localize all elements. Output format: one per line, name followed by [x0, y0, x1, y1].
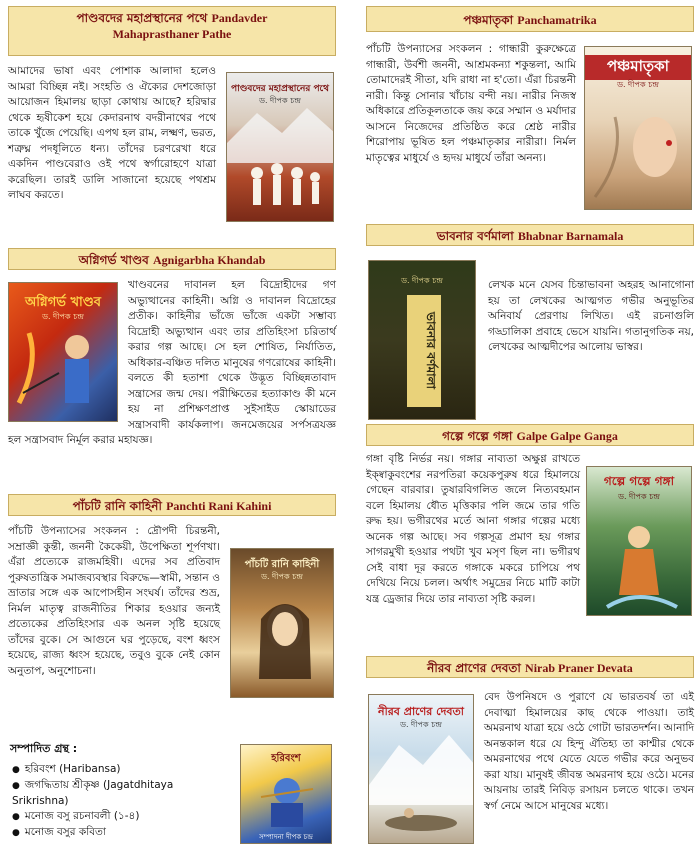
cover-illustration — [227, 73, 334, 222]
title-bengali: পাণ্ডবদের মহাপ্রস্থানের পথে — [76, 11, 208, 25]
book-cover — [368, 260, 476, 420]
list-item: ● জগদ্ধিতায় শ্রীকৃষ্ণ (Jagatdhitaya Srikrishna) — [12, 778, 226, 809]
section-panchti-rani — [8, 494, 336, 677]
list-item: ● মনোজ বসুর কবিতা — [12, 825, 226, 841]
section-nirab-praner — [366, 656, 694, 812]
cover-author: ড. দীপক চন্দ্র — [42, 312, 84, 321]
cover-illustration — [587, 467, 692, 616]
section-text: খাণ্ডবনের দাবানল হল বিদ্রোহীদের গণ অভ্যুত্থানের কাহিনী। অগ্নি ও দাবানল বিদ্রোহের প্রতীক। কাহিনীর ভাঁজে ভাঁজে একটা সম্ভাব্য বিদ্রোহী অভ্যুত্থান এবং তার প্রতিহিংসা চরিতার্থ করার গল্প আছে। সে হল শোষিত, নির্যাতিত, অধিকার-বঞ্চিত দলিত মানুষের গণরোষের কাহিনী। বলতে কী হতাশা থেকে উদ্ভূত বিচ্ছিন্নতাবাদ সন্ত্রাসের জন্ম দেয়। পরীক্ষিতের হত্যাকাণ্ড কী মনে হয় না প্রশিক্ষণপ্রাপ্ত সুইসাইড স্কোয়াডের সন্ত্রাসবাদী কার্যকলাপ। জনমেজয়ের সর্পসত্রযজ্ঞ হল সন্ত্রাসবাদ নির্মূল করার মহাযজ্ঞ। — [8, 279, 336, 446]
title-bengali: পাঁচটি রানি কাহিনী — [72, 499, 162, 513]
list-item: ● মনোজ বসু রচনাবলী (১-৪) — [12, 809, 226, 825]
title-english: Galpe Galpe Ganga — [516, 429, 618, 443]
cover-illustration — [241, 745, 332, 844]
cover-author: ড. দীপক চন্দ্র — [617, 80, 659, 89]
list-item: ● হরিবংশ (Haribansa) — [12, 762, 226, 778]
cover-title: পাণ্ডবদের মহাপ্রস্থানের পথে — [230, 84, 330, 94]
edited-books-list — [12, 762, 226, 841]
cover-author: ড. দীপক চন্দ্র — [259, 96, 301, 105]
cover-illustration — [369, 695, 474, 844]
cover-title: গল্পে গল্পে গঙ্গা — [603, 474, 675, 488]
title-english-line2: Mahaprasthaner Pathe — [112, 27, 232, 41]
cover-title: হরিবংশ — [271, 753, 301, 764]
cover-title: নীরব প্রাণের দেবতা — [378, 705, 464, 718]
book-cover — [226, 72, 334, 222]
section-header — [8, 494, 336, 516]
section-body: পাঁচটি উপন্যাসের সংকলন : গান্ধারী কুরুক্ষেত্রে গান্ধারী, উর্বশী জননী, আশ্রমকন্যা শকুন্তলা, আমি তোমাদেরই সীতা, যদি রাধা না হ'তো। এঁরা চিরন্তনী নারী। কিন্তু সোনার খাঁচায় বন্দী নয়। নারীর নিজস্ব অধিকারে প্রতিকূলতাকে জয় করে সম্মান ও মর্যাদার আসনে নিজেদের প্রতিষ্ঠিত করে শ্রেষ্ঠ নারীর শিরোপায় ভূষিত হল পঞ্চমাতৃকার নারীরা। নির্মল মাতৃত্বের মাধুর্যে ও হৃদয় মাধুর্যে তাঁরা অনন্য। — [366, 43, 576, 164]
section-galpe-ganga — [366, 424, 694, 605]
book-cover — [230, 548, 334, 698]
section-header — [366, 656, 694, 678]
section-body: পাঁচটি উপন্যাসের সংকলন : দ্রৌপদী চিরন্তনী, সম্রাজ্ঞী কুন্তী, জননী কৈকেয়ী, উপেক্ষিতা শূর্পণখা। এঁরা প্রত্যেকে রাজমহিষী। এদের সব প্রতিবাদ পুরুষতান্ত্রিক সমাজব্যবস্থার বিরুদ্ধে—স্বামী, সন্তান ও ভ্রাতার সঙ্গে এক আপোসহীন সংঘর্ষ। তাঁদের শুভ্র, নির্মল মাতৃত্ব রাজনীতির শিকার হওয়ার জন্যই প্রত্যেকের প্রতিহিংসার এক অনল সৃষ্টি হয়েছে তাঁদের বুকে। সে আগুনে ঘর পুড়েছে, বংশ ধ্বংস হয়েছে, রাজ্য ধ্বংস হয়েছে, তবুও বুকে নেই কোন অনুতাপ, অনুশোচনা। — [8, 525, 220, 677]
cover-title: পঞ্চমাতৃকা — [585, 55, 691, 80]
book-cover — [584, 46, 692, 210]
title-english: Agnigarbha Khandab — [153, 253, 266, 267]
section-header — [366, 6, 694, 32]
section-body: বেদ উপনিষদে ও পুরাণে যে ভারতবর্ষ তা এই দেবাত্মা হিমালয়ের কাছ থেকে পাওয়া। তাই অমরনাথ যাত্রা হয়ে ওঠে গোটা ভারতদর্শন। আনাদি অনন্তকাল ধরে যে হিন্দু ঐতিহ্য তা কাশ্মীর থেকে অমরনাথের পথে যেতে যেতে গভীর করে অনুভব করা যায়। মানুষই জীবন্ত অমরনাথ হয়ে ওঠে। মনের আয়নায় তারই নিবিড় রসায়ন চলতে থাকে। তখন স্বর্গ নেমে আসে মানুষের মধ্যে। — [484, 691, 694, 812]
cover-author: ড. দীপক চন্দ্র — [401, 276, 443, 285]
cover-title: পাঁচটি রানি কাহিনী — [244, 559, 320, 570]
title-english: Panchamatrika — [517, 13, 597, 27]
cover-author: ড. দীপক চন্দ্র — [618, 492, 660, 501]
title-bengali: ভাবনার বর্ণমালা — [436, 229, 514, 243]
section-header — [366, 224, 694, 246]
title-bengali: অগ্নিগর্ভ খাণ্ডব — [78, 253, 149, 267]
title-bengali: পঞ্চমাতৃকা — [463, 13, 514, 27]
cover-illustration — [231, 549, 334, 698]
title-english: Panchti Rani Kahini — [166, 499, 272, 513]
edited-books-heading: সম্পাদিত গ্রন্থ : — [10, 742, 78, 755]
cover-author: ড. দীপক চন্দ্র — [400, 720, 442, 729]
title-english: Bhabnar Barnamala — [517, 229, 624, 243]
cover-illustration — [9, 283, 118, 422]
title-english: Nirab Praner Devata — [525, 661, 633, 675]
cover-title: ভাবনার বর্ণমালা — [407, 295, 441, 407]
book-cover — [586, 466, 692, 616]
section-bhabnar-barnamala — [366, 224, 694, 390]
cover-author: সম্পাদনা দীপক চন্দ্র — [259, 833, 313, 841]
cover-title: অগ্নিগর্ভ খাণ্ডব — [24, 295, 102, 310]
book-cover — [8, 282, 118, 422]
section-pandavder — [8, 6, 336, 201]
section-agnigarbha — [8, 248, 336, 446]
book-cover — [240, 744, 332, 844]
section-body: লেখক মনে যেসব চিন্তাভাবনা অহরহ আনাগোনা হয় তা লেখকের আত্মগত গভীর অনুভূতির অনিবার্য প্রেরণায় লিখিত। এই রচনাগুলি গড্ডালিকা প্রবাহে ভেসে যায়নি। গতানুগতিক নয়, লেখকের আত্মদীপের আলোয় ভাস্বর। — [488, 279, 694, 353]
title-english: Pandavder — [211, 11, 268, 25]
section-header — [8, 248, 336, 270]
cover-illustration — [585, 47, 692, 210]
section-header — [8, 6, 336, 56]
section-body: গঙ্গা বৃষ্টি নির্ভর নয়। গঙ্গার নাব্যতা অক্ষুণ্ণ রাখতে ইক্ষ্বাকুবংশের নরপতিরা কয়েকপুরুষ ধরে হিমালয়ে গেছেন বারবার। তুষারবিগলিত জলে নিত্যবহমান বলে হিমালয় ধৌত মৃত্তিকার পলি জমে তার গতি রুদ্ধ হয়। ভগীরথের মর্তে আনা গঙ্গার গল্পের মধ্যে অনেক গল্প আছে। সব গল্পসূত্র প্রমাণ হয় গঙ্গার সাগরমুখী হওয়ার পথটা খুব মসৃণ ছিল না। ভগীরথ সেই বাধা দূর করতে গঙ্গাকে মকরে চাপিয়ে পথ দেখিয়ে নিয়ে চলল। অর্থাৎ সমুদ্রের নিচে মাটি কাটা যন্ত্র ড্রেজার দিয়ে তার নাব্যতা সৃষ্টি করল। — [366, 453, 580, 605]
cover-author: ড. দীপক চন্দ্র — [261, 572, 303, 581]
book-cover — [368, 694, 474, 844]
section-header — [366, 424, 694, 446]
section-body: আমাদের ভাষা এবং পোশাক আলাদা হলেও আমরা বিচ্ছিন্ন নই। সংহতি ও ঐক্যের দেশজোড়া আয়োজন হিমালয় ছাড়া কোথায় আছে? হরিদ্বার থেকে হৃষীকেশ হয়ে কেদারনাথ বদরীনাথের পথে তাকে খুঁজে পেয়েছি। এপথ হল রাম, লক্ষ্মণ, ভরত, শত্রুঘ্ন পদধূলিতে ধন্য। তাঁদের চরণরেখা ধরে একদিন পাণ্ডবেরাও ওই পথে স্বর্গারোহণে যাত্রা করেছিল। তারই ডালি সাজানো হয়েছে পথশ্রম লাঘব করতে। — [8, 65, 216, 201]
title-bengali: নীরব প্রাণের দেবতা — [427, 661, 521, 675]
section-panchamatrika — [366, 6, 694, 164]
title-bengali: গল্পে গল্পে গঙ্গা — [442, 429, 513, 443]
